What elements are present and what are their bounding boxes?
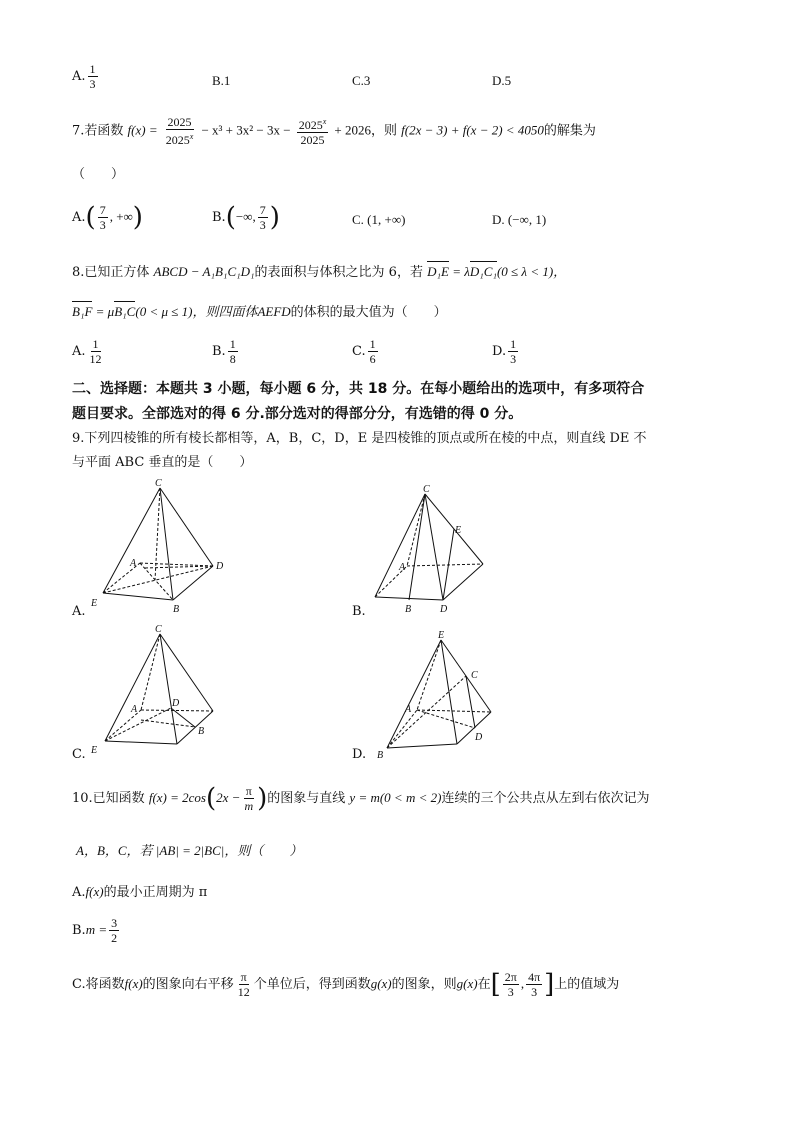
vertex-label: E <box>91 745 98 756</box>
figure-c-label: C. <box>72 747 86 762</box>
q6-option-a: A. $\frac{1}{3}$ <box>72 62 96 91</box>
q8-option-b: B. $\frac{1}{8}$ <box>212 337 236 366</box>
vertex-label: A <box>405 704 412 715</box>
q7-option-b: B.(−∞, $\frac{7}{3}$ ) <box>212 202 280 233</box>
figure-d-label: D. <box>352 747 367 762</box>
q6-option-d: D.5 <box>492 73 512 88</box>
q8-stem-line1: 8.已知正方体 ABCD − A₁B₁C₁D₁的表面积与体积之比为 6，若 D₁E = λD₁C₁(0 ≤ λ < 1)， <box>72 264 567 280</box>
q9-stem-line1: 9.下列四棱锥的所有棱长都相等，A，B，C，D，E 是四棱锥的顶点或所在棱的中点，则直线 DE 不 <box>72 431 647 446</box>
q10-option-c: C.将函数f(x)的图象向右平移 $\frac{\pi}{12}$ 个单位后，得到函数g(x)的图象，则g(x)在[ $\frac{2\pi}{3}$ , $\frac{4\pi}{3}$ ]上的值域为 <box>72 969 620 1000</box>
vertex-label: D <box>475 732 483 743</box>
pyramid-figure-a <box>85 478 245 618</box>
vertex-label: D <box>216 561 224 572</box>
vertex-label: C <box>423 484 430 495</box>
figure-a-label: A. <box>72 604 86 619</box>
q10-stem-line2: A，B，C，若 |AB| = 2|BC|，则（ ） <box>76 843 303 858</box>
pyramid-figure-d <box>365 628 525 768</box>
section-heading-line1: 二、选择题：本题共 3 小题，每小题 6 分，共 18 分。在每小题给出的选项中，有多项符合 <box>72 381 645 397</box>
q10-stem-line1: 10.已知函数 f(x) = 2cos(2x − $\frac{\pi}{m}$ )的图象与直线 y = m(0 < m < 2)连续的三个公共点从左到右依次记为 <box>72 783 650 814</box>
vertex-label: B <box>198 726 205 737</box>
q8-stem-line2: B₁F = μB₁C(0 < μ ≤ 1)，则四面体AEFD的体积的最大值为（ ） <box>72 304 447 320</box>
vertex-label: E <box>91 598 98 609</box>
q8-option-a: A. $\frac{1}{12}$ <box>72 337 102 366</box>
vertex-label: A <box>399 562 406 573</box>
vertex-label: D <box>172 698 180 709</box>
q7-option-c: C. (1, +∞) <box>352 212 406 227</box>
q7-option-a: A.( $\frac{7}{3}$ , +∞) <box>72 202 143 233</box>
vertex-label: A <box>131 704 138 715</box>
q8-option-d: D. $\frac{1}{3}$ <box>492 337 517 366</box>
q10-option-b: B.m = $\frac{3}{2}$ <box>72 916 118 945</box>
vertex-label: E <box>455 525 462 536</box>
vertex-label: E <box>438 630 445 641</box>
pyramid-figure-b <box>365 482 525 622</box>
vertex-label: C <box>155 478 162 489</box>
vertex-label: B <box>377 750 384 761</box>
q8-option-c: C. $\frac{1}{6}$ <box>352 337 376 366</box>
q6-option-b: B.1 <box>212 73 231 88</box>
vertex-label: B <box>173 604 180 615</box>
q7-option-d: D. (−∞, 1) <box>492 212 547 227</box>
vertex-label: C <box>471 670 478 681</box>
figure-b-label: B. <box>352 604 366 619</box>
vertex-label: D <box>440 604 448 615</box>
q7-stem: 7.若函数 f(x) = $\frac{2025}{2025^x}$ − x³ + 3x² − 3x − $\frac{2025^x}{2025}$ + 2026，则 f(2x − 3) + f(x − 2) < 4050的解集为 <box>72 115 596 147</box>
q10-option-a: A.f(x)的最小正周期为 π <box>72 884 208 900</box>
vertex-label: B <box>405 604 412 615</box>
q9-stem-line2: 与平面 ABC 垂直的是（ ） <box>72 455 253 470</box>
section-heading-line2: 题目要求。全部选对的得 6 分.部分选对的得部分分，有选错的得 0 分。 <box>72 406 523 422</box>
q6-option-c: C.3 <box>352 73 371 88</box>
vertex-label: A <box>130 558 137 569</box>
q7-answer-blank: （ ） <box>72 167 125 182</box>
pyramid-figure-c <box>85 624 245 764</box>
vertex-label: C <box>155 624 162 635</box>
